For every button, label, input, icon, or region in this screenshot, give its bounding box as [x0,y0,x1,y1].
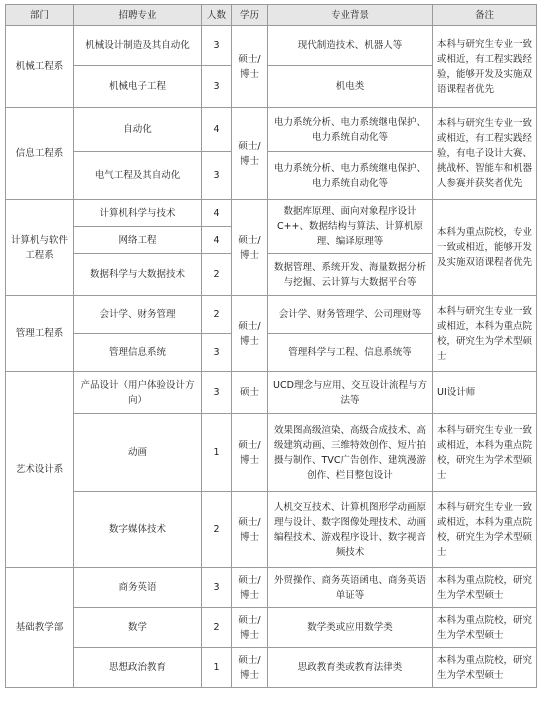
background-cell: 管理科学与工程、信息系统等 [268,334,433,372]
degree-cell: 硕士/ 博士 [232,608,268,648]
degree-cell: 硕士/ 博士 [232,108,268,200]
department-cell: 计算机与软件工程系 [6,200,74,296]
background-cell: 电力系统分析、电力系统继电保护、电力系统自动化等 [268,108,433,152]
major-cell: 计算机科学与技术 [74,200,202,227]
header-background: 专业背景 [268,5,433,26]
major-cell: 会计学、财务管理 [74,296,202,334]
table-row [6,608,537,648]
background-cell: 外贸操作、商务英语函电、商务英语单证等 [268,568,433,608]
major-cell: 机械电子工程 [74,66,202,108]
remark-cell: UI设计师 [433,372,537,414]
remark-cell: 本科为重点院校，研究生为学术型硕士 [433,648,537,688]
major-cell: 商务英语 [74,568,202,608]
major-cell: 思想政治教育 [74,648,202,688]
degree-cell: 硕士/ 博士 [232,414,268,492]
background-cell: 数据管理、系统开发、海量数据分析与挖掘、云计算与大数据平台等 [268,254,433,296]
major-cell: 机械设计制造及其自动化 [74,26,202,66]
remark-cell: 本科与研究生专业一致或相近，有工程实践经验，有电子设计大赛、挑战杯、智能车和机器人参赛并获奖者优先 [433,108,537,200]
count-cell: 2 [202,608,232,648]
background-cell: 效果图高级渲染、高级合成技术、高级建筑动画、三维特效创作、短片拍摄与制作、TVC广告创作、建筑漫游创作、栏目整包设计 [268,414,433,492]
major-cell: 产品设计（用户体验设计方向） [74,372,202,414]
table-row [6,492,537,568]
degree-cell: 硕士/ 博士 [232,492,268,568]
background-cell: 机电类 [268,66,433,108]
count-cell: 3 [202,66,232,108]
background-cell: 人机交互技术、计算机图形学动画原理与设计、数字图像处理技术、动画编程技术、游戏程序设计、数字视音频技术 [268,492,433,568]
count-cell: 3 [202,372,232,414]
table-row [6,108,537,152]
count-cell: 4 [202,227,232,254]
header-major: 招聘专业 [74,5,202,26]
count-cell: 2 [202,492,232,568]
department-cell: 基础教学部 [6,568,74,688]
major-cell: 数字媒体技术 [74,492,202,568]
department-cell: 管理工程系 [6,296,74,372]
remark-cell: 本科与研究生专业一致或相近，本科为重点院校，研究生为学术型硕士 [433,414,537,492]
remark-cell: 本科与研究生专业一致或相近，本科为重点院校，研究生为学术型硕士 [433,296,537,372]
header-degree: 学历 [232,5,268,26]
table-header-row [6,5,537,26]
degree-cell: 硕士/ 博士 [232,648,268,688]
count-cell: 1 [202,414,232,492]
department-cell: 信息工程系 [6,108,74,200]
remark-cell: 本科为重点院校，专业一致或相近，能够开发及实施双语课程者优先 [433,200,537,296]
department-cell: 机械工程系 [6,26,74,108]
major-cell: 网络工程 [74,227,202,254]
header-department: 部门 [6,5,74,26]
recruitment-table [5,4,537,688]
major-cell: 数学 [74,608,202,648]
table-row [6,296,537,334]
count-cell: 3 [202,152,232,200]
table-row [6,568,537,608]
background-cell: 数学类或应用数学类 [268,608,433,648]
remark-cell: 本科与研究生专业一致或相近，本科为重点院校，研究生为学术型硕士 [433,492,537,568]
major-cell: 自动化 [74,108,202,152]
degree-cell: 硕士/ 博士 [232,296,268,372]
background-cell: 会计学、财务管理学、公司理财等 [268,296,433,334]
count-cell: 1 [202,648,232,688]
major-cell: 电气工程及其自动化 [74,152,202,200]
header-count: 人数 [202,5,232,26]
table-row [6,26,537,66]
background-cell: 数据库原理、面向对象程序设计C++、数据结构与算法、计算机原理、编译原理等 [268,200,433,254]
degree-cell: 硕士 [232,372,268,414]
department-cell: 艺术设计系 [6,372,74,568]
degree-cell: 硕士/ 博士 [232,200,268,296]
count-cell: 2 [202,254,232,296]
background-cell: 思政教育类或教育法律类 [268,648,433,688]
table-row [6,648,537,688]
remark-cell: 本科与研究生专业一致或相近，有工程实践经验，能够开发及实施双语课程者优先 [433,26,537,108]
count-cell: 4 [202,200,232,227]
major-cell: 动画 [74,414,202,492]
degree-cell: 硕士/ 博士 [232,26,268,108]
count-cell: 4 [202,108,232,152]
count-cell: 2 [202,296,232,334]
background-cell: 电力系统分析、电力系统继电保护、电力系统自动化等 [268,152,433,200]
background-cell: 现代制造技术、机器人等 [268,26,433,66]
header-remark: 备注 [433,5,537,26]
count-cell: 3 [202,334,232,372]
count-cell: 3 [202,568,232,608]
remark-cell: 本科为重点院校，研究生为学术型硕士 [433,608,537,648]
count-cell: 3 [202,26,232,66]
remark-cell: 本科为重点院校，研究生为学术型硕士 [433,568,537,608]
major-cell: 数据科学与大数据技术 [74,254,202,296]
background-cell: UCD理念与应用、交互设计流程与方法等 [268,372,433,414]
major-cell: 管理信息系统 [74,334,202,372]
table-row [6,372,537,414]
table-row [6,200,537,227]
table-row [6,414,537,492]
degree-cell: 硕士/ 博士 [232,568,268,608]
